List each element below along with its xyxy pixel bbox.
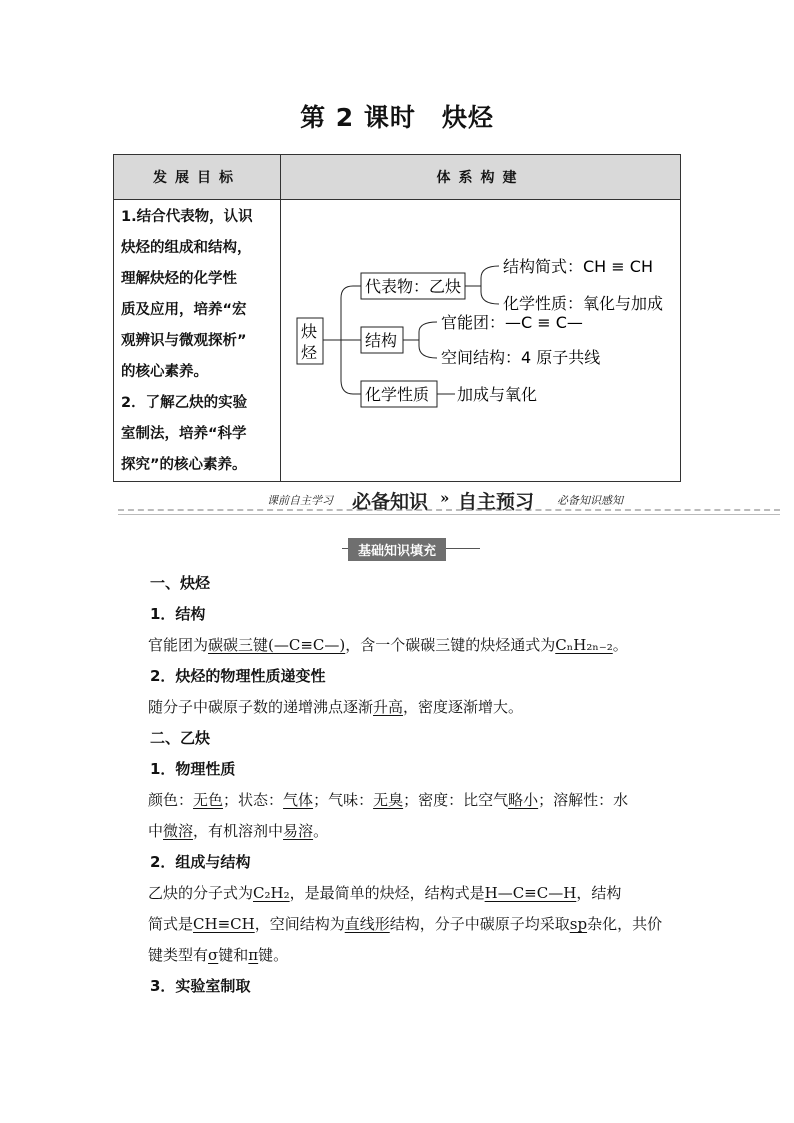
text: 中 [148,822,164,840]
branch1-leaf2: 化学性质：氧化与加成 [503,294,664,313]
text: ，有机溶剂中 [193,822,284,840]
subheading-physical: 1．物理性质 [150,760,236,778]
branch3-leaf: 加成与氧化 [457,385,538,404]
branch2-bracket [419,322,437,358]
content-body [148,568,688,1002]
text: ，空间结构为 [254,915,345,933]
answer: 升高 [373,698,404,716]
goals-text [114,200,281,482]
concept-map-cell [281,200,681,482]
concept-map [281,200,691,480]
answer: 略小 [508,791,539,809]
answer: 直线形 [344,915,390,933]
answer: H—C≡C—H [484,884,577,902]
paragraph-structure [148,630,688,661]
goal-line: 2．了解乙炔的实验 [121,395,248,411]
banner-divider [118,514,780,515]
text: 随分子中碳原子数的递增沸点逐渐 [148,698,374,716]
goal-line: 室制法，培养“科学 [121,426,247,442]
title-lesson: 第 2 课时 [300,103,416,132]
answer: C₂H₂ [253,884,290,902]
text: 简式是 [148,915,194,933]
branch1-label: 代表物：乙炔 [365,277,462,296]
banner-left: 课前自主学习 [267,494,333,507]
text: 颜色： [148,791,194,809]
text: 。 [313,822,329,840]
answer: 微溶 [163,822,194,840]
section-label: 基础知识填充 [348,538,446,561]
branch2-leaf2: 空间结构：4 原子共线 [441,348,601,367]
branch2-leaf1: 官能团：—C ≡ C— [441,313,583,332]
paragraph-physical-cont [148,816,688,847]
text: 杂化，共价 [587,915,663,933]
text: 官能团为 [148,636,209,654]
branch2-label: 结构 [365,331,398,350]
banner-divider [118,509,780,511]
paragraph-physical [148,785,688,816]
answer: 无臭 [373,791,404,809]
text: ，密度逐渐增大。 [403,698,524,716]
answer: CH≡CH [193,915,255,933]
goal-line: 的核心素养。 [121,364,208,380]
goal-line: 1.结合代表物，认识 [121,209,253,225]
goal-line: 理解炔烃的化学性 [121,271,237,287]
paragraph-composition-end [148,940,688,971]
heading-alkyne: 一、炔烃 [150,574,211,592]
subheading-physical-trend: 2．炔烃的物理性质递变性 [150,667,326,685]
branch1-bracket [481,266,499,304]
section-label-wrap [0,538,794,561]
answer: 无色 [193,791,224,809]
text: 键和 [218,946,249,964]
answer: σ [208,946,219,964]
text: ；密度：比空气 [403,791,509,809]
header-structure: 体系构建 [281,155,681,200]
goals-table [113,154,681,482]
goal-line: 观辨识与微观探析” [121,333,247,349]
answer: π [248,946,259,964]
goal-line: 质及应用，培养“宏 [121,302,247,318]
root-char-2: 烃 [301,343,318,362]
banner-right: 必备知识感知 [557,494,623,507]
subheading-lab-prep: 3．实验室制取 [150,977,251,995]
text: 键。 [258,946,289,964]
banner-center-2: 自主预习 [458,491,535,513]
branch3-label: 化学性质 [365,385,430,404]
text: 结构，分子中碳原子均采取 [389,915,570,933]
answer: 碳碳三键(—C≡C—) [208,636,346,654]
banner-center-1: 必备知识 [352,491,429,513]
text: 键类型有 [148,946,209,964]
paragraph-physical-trend [148,692,688,723]
section-banner [0,489,794,519]
header-goals: 发展目标 [114,155,281,200]
heading-acetylene: 二、乙炔 [150,729,211,747]
paragraph-composition [148,878,688,909]
text: ，结构 [576,884,622,902]
page-title [0,98,794,134]
text: ；状态： [223,791,284,809]
answer: CₙH₂ₙ₋₂ [555,636,613,654]
branch1-leaf1: 结构简式：CH ≡ CH [503,257,653,276]
root-char-1: 炔 [301,322,318,341]
text: ；溶解性：水 [538,791,629,809]
title-topic: 炔烃 [441,103,494,132]
answer: 气体 [283,791,314,809]
text: ，是最简单的炔烃，结构式是 [289,884,485,902]
paragraph-composition-cont [148,909,688,940]
subheading-composition: 2．组成与结构 [150,853,251,871]
text: 。 [612,636,628,654]
banner-arrow-icon: » [440,489,450,507]
goal-line: 炔烃的组成和结构， [121,240,252,256]
text: ，含一个碳碳三键的炔烃通式为 [345,636,556,654]
answer: 易溶 [283,822,314,840]
text: 乙炔的分子式为 [148,884,254,902]
text: ；气味： [313,791,374,809]
subheading-structure: 1．结构 [150,605,206,623]
answer: sp [569,915,588,933]
goal-line: 探究”的核心素养。 [121,457,247,473]
